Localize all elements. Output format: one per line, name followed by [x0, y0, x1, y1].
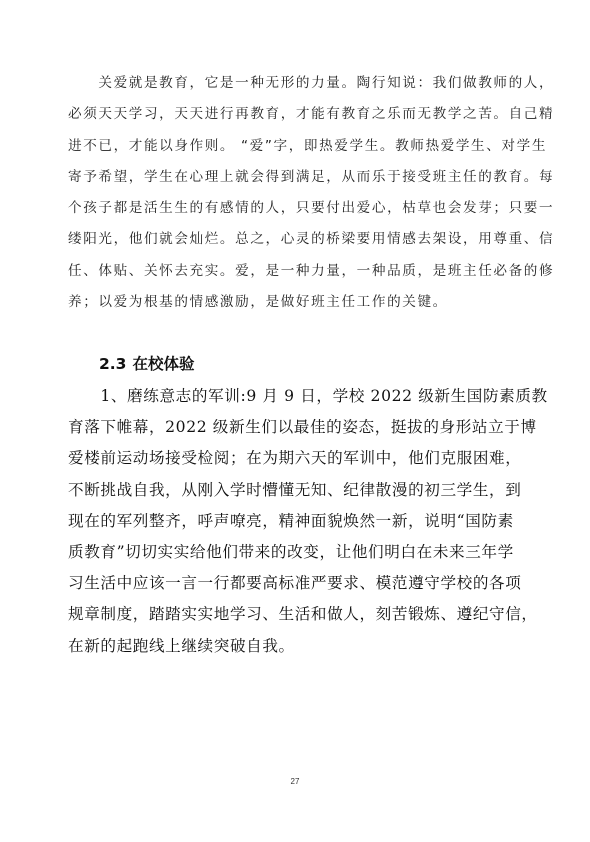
- text-line: 关爱就是教育，它是一种无形的力量。陶行知说：我们做教师的人，: [68, 75, 555, 91]
- section-heading: [99, 352, 194, 376]
- text-line: 任、体贴、关怀去充实。爱，是一种力量，一种品质，是班主任必备的修: [68, 262, 555, 279]
- page-number: 27: [290, 777, 300, 786]
- paragraph-military-training: [68, 381, 548, 662]
- text-line: 寄予希望，学生在心理上就会得到满足，从而乐于接受班主任的教育。每: [68, 168, 555, 185]
- section-number: 2.3: [99, 355, 127, 373]
- text-line: 养；以爱为根基的情感激励，是做好班主任工作的关键。: [68, 294, 448, 311]
- text-line: 在新的起跑线上继续突破自我。: [68, 636, 295, 655]
- text-line: 缕阳光，他们就会灿烂。总之，心灵的桥梁要用情感去架设，用尊重、信: [68, 231, 555, 248]
- text-line: 进不已，才能以身作则。 “爱”字，即热爱学生。教师热爱学生、对学生: [68, 137, 548, 154]
- text-line: 必须天天学习，天天进行再教育，才能有教育之乐而无教学之苦。自己精: [68, 106, 555, 123]
- text-line: 个孩子都是活生生的有感情的人，只要付出爱心，枯草也会发芽；只要一: [68, 200, 555, 217]
- text-line: 育落下帷幕，2022 级新生们以最佳的姿态，挺拔的身形站立于博: [68, 418, 537, 437]
- text-line: 爱楼前运动场接受检阅；在为期六天的军训中，他们克服困难，: [68, 449, 522, 468]
- section-title: 在校体验: [132, 355, 195, 373]
- text-line: 现在的军列整齐，呼声嘹亮，精神面貌焕然一新，说明“国防素: [68, 511, 514, 530]
- text-line: 不断挑战自我，从刚入学时懵懂无知、纪律散漫的初三学生，到: [68, 480, 522, 499]
- text-line: 质教育”切切实实给他们带来的改变，让他们明白在未来三年学: [68, 543, 514, 562]
- paragraph-love-education: [68, 68, 555, 318]
- text-line: 1、磨练意志的军训:9 月 9 日，学校 2022 级新生国防素质教: [68, 387, 548, 405]
- text-line: 习生活中应该一言一行都要高标准严要求、模范遵守学校的各项: [68, 574, 522, 593]
- text-line: 规章制度，踏踏实实地学习、生活和做人，刻苦锻炼、遵纪守信，: [68, 605, 538, 624]
